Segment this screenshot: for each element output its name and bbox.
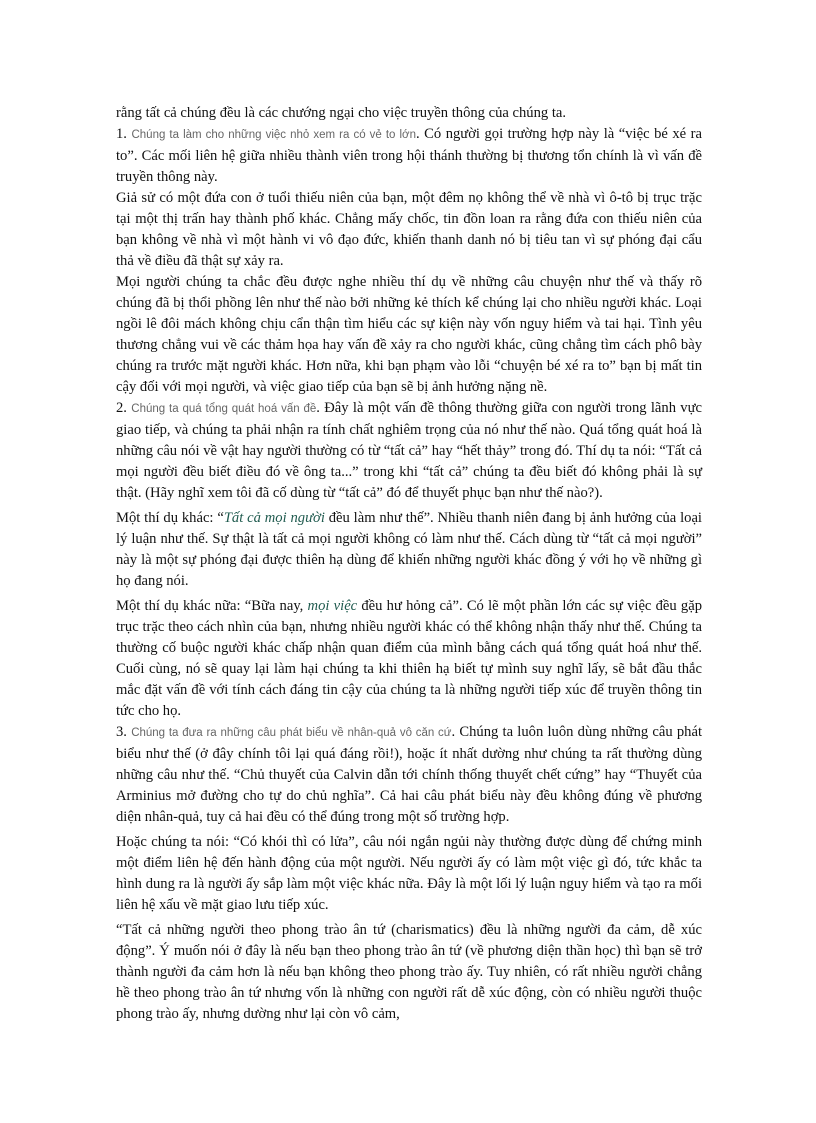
paragraph-2a-italic: Tất cả mọi người <box>223 510 325 526</box>
paragraph-1b: Mọi người chúng ta chắc đều được nghe nhiều thí dụ về những câu chuyện như thế và thấy rõ chúng đã bị thổi phồng lên như thế nào bởi những kẻ thích kể chúng lại cho nhiều người khác. Loại ngồi lê đôi mách không chịu cẩn thận tìm hiểu các sự kiện này vốn nguy hiểm và tai hại. Tình yêu thương chẳng vui về các thảm họa hay vấn đề xảy ra cho người khác, cũng chẳng tìm cách phô bày chúng ra trước mặt người khác. Hơn nữa, khi bạn phạm vào lỗi “chuyện bé xé ra to” bạn bị mất tin cậy đối với mọi người, và việc giao tiếp của bạn sẽ bị ảnh hưởng nặng nề. <box>116 274 702 395</box>
item-2-heading: Chúng ta quá tổng quát hoá vấn đề <box>131 403 317 415</box>
paragraph-2b-before: Một thí dụ khác nữa: “Bữa nay, <box>116 598 308 614</box>
paragraph-2a-after: đều làm như thế”. Nhiều thanh niên đang bị ảnh hưởng của loại lý luận như thế. Sự thật là tất cả mọi người không có làm như thế. Cách dùng từ “tất cả mọi người” này là một sự phóng đại được thiên hạ dùng để khiến những người khác đồng ý với họ về những gì họ đang nói. <box>116 510 702 589</box>
paragraph-2b-italic: mọi việc <box>307 598 358 614</box>
document-page <box>116 103 702 1025</box>
item-3-number: 3. <box>116 724 127 740</box>
item-3-text: . Chúng ta luôn luôn dùng những câu phát biểu như thế (ở đây chính tôi lại quá đáng rồi!), hoặc ít nhất dường như chúng ta rất thường dùng những câu như thế. “Chủ thuyết của Calvin dẫn tới chính thống thuyết chết cứng” hay “Thuyết của Arminius mở đường cho tự do chủ nghĩa”. Cả hai câu phát biểu này đều không đúng về phương diện nhân-quả, tuy cả hai đều có thể đúng trong một số trường hợp. <box>116 724 702 825</box>
item-2-number: 2. <box>116 400 127 416</box>
paragraph-2a <box>116 508 702 592</box>
paragraph-3a: Hoặc chúng ta nói: “Có khói thì có lửa”, câu nói ngắn ngủi này thường được dùng để chứng minh một điểm liên hệ đến hành động của một người. Nếu người ấy có làm một việc gì đó, tức khắc ta hình dung ra là người ấy sắp làm một việc khác nữa. Đây là một lối lý luận nguy hiểm và tạo ra mối liên hệ xấu về mặt giao lưu tiếp xúc. <box>116 834 702 913</box>
item-3-heading: Chúng ta đưa ra những câu phát biểu về nhân-quả vô căn cứ <box>131 727 452 739</box>
item-2-text: . Đây là một vấn đề thông thường giữa con người trong lãnh vực giao tiếp, và chúng ta phải nhận ra tính chất nghiêm trọng của nó như thế nào. Quá tổng quát hoá là những câu nói về vật hay người thường có từ “tất cả” hay “hết thảy” trong đó. Thí dụ ta nói: “Tất cả mọi người đều biết điều đó về ông ta...” trong khi “tất cả” chúng ta đều biết đó không phải là sự thật. (Hãy nghĩ xem tôi đã cố dùng từ “tất cả” đó để thuyết phục bạn như thế nào?). <box>116 400 702 501</box>
paragraph-3b: “Tất cả những người theo phong trào ân tứ (charismatics) đều là những người đa cảm, dễ xúc động”. Ý muốn nói ở đây là nếu bạn theo phong trào ân tứ (về phương diện thần học) thì bạn sẽ trở thành người đa cảm hơn là nếu bạn không theo phong trào ấy. Tuy nhiên, có rất nhiều người chẳng hề theo phong trào ân tứ nhưng vốn là những con người rất dễ xúc động, còn có nhiều người thuộc phong trào ấy, nhưng dường như lại còn vô cảm, <box>116 922 702 1022</box>
item-1-text: . Có người gọi trường hợp này là “việc bé xé ra to”. Các mối liên hệ giữa nhiều thành viên trong hội thánh thường bị thương tổn chính là vì vấn đề truyền thông này. <box>116 126 702 185</box>
paragraph-item-2 <box>116 398 702 504</box>
paragraph-2a-before: Một thí dụ khác: “ <box>116 510 224 526</box>
paragraph-intro: rằng tất cả chúng đều là các chướng ngại cho việc truyền thông của chúng ta. <box>116 105 567 121</box>
paragraph-item-3 <box>116 722 702 828</box>
paragraph-2b <box>116 596 702 722</box>
paragraph-item-1 <box>116 124 702 188</box>
paragraph-1a: Giả sử có một đứa con ở tuổi thiếu niên của bạn, một đêm nọ không thể về nhà vì ô-tô bị trục trặc tại một thị trấn hay thành phố khác. Chẳng mấy chốc, tin đồn loan ra rằng đứa con thiếu niên của bạn không về nhà vì một hành vi vô đạo đức, khiến thanh danh nó bị tiêu tan vì sự phóng đại cẩu thả về điều đã thật sự xảy ra. <box>116 190 702 269</box>
item-1-number: 1. <box>116 126 127 142</box>
item-1-heading: Chúng ta làm cho những việc nhỏ xem ra có vẻ to lớn <box>131 129 416 141</box>
paragraph-2b-after: đều hư hỏng cả”. Có lẽ một phần lớn các sự việc đều gặp trục trặc theo cách nhìn của bạn, nhưng nhiều người khác có thể không nhận thấy như thế. Chúng ta thường cố buộc người khác chấp nhận quan điểm của mình bằng cách quá tổng quát hoá như thế. Cuối cùng, nó sẽ quay lại làm hại chúng ta khi thiên hạ biết tự mình suy nghĩ lấy, sẽ bắt đầu thắc mắc đặt vấn đề với tính cách đáng tin cậy của chúng ta là những người tiếp xúc để truyền thông tin tức cho họ. <box>116 598 702 719</box>
